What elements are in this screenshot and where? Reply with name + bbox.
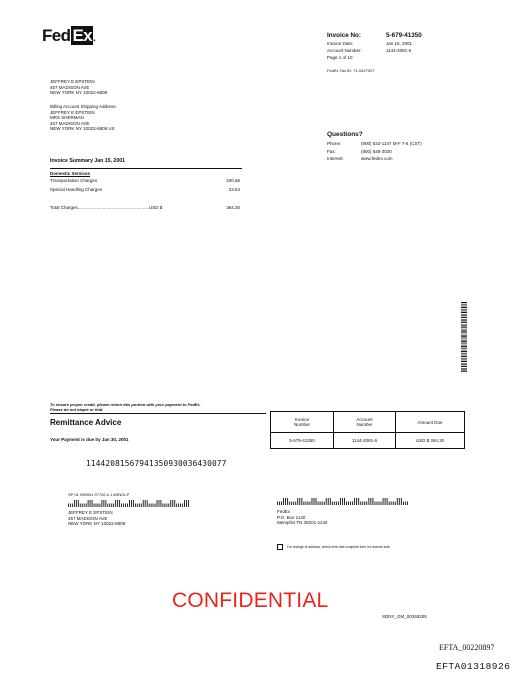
barcode-bar [461,302,467,303]
postal-bar [82,504,83,508]
postal-bar [141,504,142,508]
postal-bar [145,500,146,507]
postal-bar [180,504,181,508]
total-label: Total Charges.........................................................USD $ [50,204,163,210]
postal-bar [162,504,163,508]
vertical-barcode [461,302,467,372]
barcode-bar [461,369,467,370]
barcode-bar [461,355,467,356]
postal-bar [291,502,292,506]
phone-label: Phone: [327,141,342,146]
postal-bar [336,502,337,506]
postal-bar [307,502,308,506]
barcode-bar [461,363,467,364]
postal-bar [86,504,87,508]
barcode-bar [461,353,467,354]
postal-bar [143,500,144,507]
fedex-remit-address [277,509,327,526]
postal-bar [109,504,110,508]
invoice-number-cell: 5-679-41350 [271,433,334,449]
remit-note-line: To ensure proper credit, please return this portion with your payment to FedEx. [50,402,201,407]
postal-bar [137,504,138,508]
fedex-address-line: Memphis TN 38101-1140 [277,520,328,526]
barcode-bar [461,304,467,305]
postal-bar [295,502,296,506]
postal-bar [68,504,69,508]
payment-due: Your Payment is due by Jan 30, 2001 [50,437,129,442]
barcode-bar [461,364,467,365]
mailer-address [68,510,125,527]
postal-bar [74,500,75,507]
postal-bar [111,504,112,508]
barcode-bar [461,348,467,349]
page-indicator: Page 1 of 10 [327,55,353,61]
postal-bar [303,502,304,506]
postal-bar [80,504,81,508]
change-address-text: For change of address, check here and complete form on reverse side. [287,544,391,549]
billing-address [50,104,117,132]
postal-bar [281,502,282,506]
postal-bar [379,502,380,506]
postal-bar [159,500,160,507]
postal-bar [387,498,388,505]
postal-bar [123,504,124,508]
invoice-date-label: Invoice Date: [327,41,354,46]
ocr-scanline: 11442081567941350930036430077 [86,459,227,468]
mailer-line: NEW YORK NY 10022-6809 [68,521,126,527]
summary-rule [50,168,242,169]
postal-bar [277,502,278,506]
postal-bar [320,502,321,506]
postal-bar [352,502,353,506]
barcode-bar [461,307,467,308]
postal-bar [117,500,118,507]
barcode-bar [461,311,467,312]
postal-bar [397,498,398,505]
postal-bar [182,504,183,508]
postal-bar [289,502,290,506]
fedex-address-line: FedEx [277,509,291,514]
mailer-line: 457 MADISON AVE [68,515,108,521]
postal-bar [127,504,128,508]
postal-bar [342,498,343,505]
barcode-bar [461,317,467,318]
remittance-rule [50,413,266,414]
postal-bar [393,502,394,506]
summary-section: Domestic Services [50,171,91,176]
barcode-bar [461,331,467,332]
postal-bar [99,504,100,508]
postal-bar [151,504,152,508]
barcode-bar [461,324,467,325]
postal-bar [403,502,404,506]
postal-bar [92,500,93,507]
postal-bar [101,500,102,507]
postal-bar [166,504,167,508]
postal-bar [131,500,132,507]
postal-bar [283,498,284,505]
postal-bar [364,502,365,506]
change-address-checkbox[interactable] [277,544,283,550]
fedex-logo [42,26,95,46]
change-address [277,544,391,550]
postal-bar [153,504,154,508]
postal-bar [330,498,331,505]
postal-bar [305,502,306,506]
recipient-address [50,79,107,96]
logo-ex: Ex [72,26,93,45]
barcode-bar [461,320,467,321]
remittance-table [270,411,465,449]
barcode-bar [461,334,467,335]
postal-barcode-fedex [277,498,409,505]
postal-bar [129,500,130,507]
barcode-bar [461,306,467,307]
barcode-bar [461,344,467,345]
postal-bar [184,500,185,507]
postal-bar [348,502,349,506]
postal-bar [115,500,116,507]
col-invoice-header: Invoice Number [271,412,334,433]
mailer-code: SP 01 096991 97702 A 1 ASNGLP [68,492,130,497]
billing-heading: Billing Account Shipping Address: [50,104,117,109]
barcode-bar [461,351,467,352]
billing-line: 457 MADISON AVE [50,120,90,126]
barcode-bar [461,315,467,316]
postal-bar [366,502,367,506]
barcode-bar [461,329,467,330]
summary-item [50,178,240,184]
postal-bar [176,504,177,508]
summary-item-amount: 23.64 [228,187,240,193]
postal-bar [147,500,148,507]
postal-bar [297,498,298,505]
billing-line: JEFFREY E EPSTEIN [50,109,95,115]
recipient-line: JEFFREY E EPSTEIN [50,79,95,84]
recipient-line: NEW YORK NY 10022-6809 [50,90,108,96]
summary-item-amount: 340.66 [226,177,240,183]
postal-bar [121,504,122,508]
postal-bar [149,504,150,508]
postal-bar [188,500,189,507]
postal-bar [164,504,165,508]
barcode-bar [461,356,467,357]
postal-bar [168,504,169,508]
barcode-bar [461,371,467,372]
questions-heading: Questions? [327,131,363,138]
questions-block [327,131,467,162]
postal-bar [344,498,345,505]
internet-label: Internet: [327,156,344,162]
billing-line: NEW YORK NY 10022-6809 US [50,126,115,132]
postal-bar [172,500,173,507]
postal-bar [332,502,333,506]
amount-due-cell: USD $ 364.30 [396,433,465,449]
account-number-label: Account Number: [327,48,362,54]
postal-bar [326,498,327,505]
confidential-stamp: CONFIDENTIAL [172,589,329,612]
invoice-no-value: 5-679-41350 [386,32,422,39]
postal-bar [340,498,341,505]
invoice-no-label: Invoice No: [327,32,361,39]
postal-bar [354,498,355,505]
barcode-bar [461,335,467,336]
postal-bar [287,498,288,505]
postal-bar [383,498,384,505]
barcode-bar [461,319,467,320]
postal-bar [346,502,347,506]
postal-bar [374,502,375,506]
billing-line: MRS SHERMAN [50,115,84,121]
invoice-date-value: Jan 15, 2001 [386,41,413,46]
summary-item-label: Transportation Charges [50,177,98,183]
bates-number: SDNY_GM_00348205 [382,614,427,619]
barcode-bar [461,360,467,361]
postal-bar [72,504,73,508]
postal-bar [170,500,171,507]
postal-bar [160,500,161,507]
logo-fed: Fed [42,26,71,45]
postal-bar [316,498,317,505]
remittance-heading: Remittance Advice [50,418,122,427]
postal-bar [186,500,187,507]
barcode-bar [461,322,467,323]
postal-bar [395,502,396,506]
barcode-bar [461,346,467,347]
logo-dot: . [93,33,96,44]
postal-bar [389,502,390,506]
internet-value: www.fedex.com [361,156,393,162]
barcode-bar [461,312,467,313]
postal-bar [94,504,95,508]
postal-bar [174,500,175,507]
phone-value: (800) 622-1147 M-F 7-6 (CST) [361,141,422,146]
total-amount: 364.30 [226,204,240,210]
postal-bar [356,498,357,505]
postal-bar [70,504,71,508]
postal-bar [139,504,140,508]
postal-bar [178,504,179,508]
postal-bar [324,502,325,506]
barcode-bar [461,358,467,359]
barcode-bar [461,327,467,328]
postal-bar [385,498,386,505]
postal-bar [125,504,126,508]
tax-id: FedEx Tax ID: 71-0427007 [327,67,375,73]
postal-bar [76,500,77,507]
postal-bar [88,500,89,507]
postal-bar [105,500,106,507]
postal-bar [312,498,313,505]
recipient-line: 457 MADISON AVE [50,84,90,90]
postal-bar [84,504,85,508]
mailer-line: JEFFREY E EPSTEIN [68,510,113,515]
postal-bar [135,504,136,508]
remit-note-line: Please do not staple or fold. [50,407,104,412]
fedex-address-line: P.O. Box 1140 [277,514,306,520]
postal-bar [107,504,108,508]
postal-bar [78,500,79,507]
fax-label: Fax: [327,148,336,154]
fax-value: (800) 548-3020 [361,148,392,154]
barcode-bar [461,350,467,351]
efta-number-large: EFTA01318926 [436,661,511,672]
summary-item-label: Special Handling Charges [50,187,103,193]
account-number-cell: 1144-2081-6 [334,433,396,449]
invoice-summary [50,158,242,210]
postal-bar [90,500,91,507]
postal-bar [381,502,382,506]
invoice-header [327,32,467,73]
barcode-bar [461,340,467,341]
postal-bar [98,504,99,508]
col-amount-header: Amount Due [396,412,465,433]
barcode-bar [461,341,467,342]
efta-number-small: EFTA_00220897 [439,643,495,652]
postal-bar [391,502,392,506]
barcode-bar [461,339,467,340]
postal-bar [293,502,294,506]
postal-bar [119,500,120,507]
barcode-bar [461,325,467,326]
postal-bar [362,502,363,506]
postal-bar [407,502,408,506]
postal-bar [350,502,351,506]
barcode-bar [461,345,467,346]
postal-bar [399,498,400,505]
remit-note [50,402,201,412]
barcode-bar [461,314,467,315]
postal-bar [279,502,280,506]
postal-bar [314,498,315,505]
postal-barcode-recipient [68,500,190,507]
postal-bar [301,498,302,505]
postal-bar [334,502,335,506]
col-account-header: Account Number [334,412,396,433]
postal-bar [360,502,361,506]
postal-bar [157,500,158,507]
postal-bar [309,502,310,506]
postal-bar [358,498,359,505]
postal-bar [370,498,371,505]
summary-item [50,187,240,193]
postal-bar [338,502,339,506]
postal-bar [299,498,300,505]
postal-bar [401,498,402,505]
postal-bar [405,502,406,506]
account-number-value: 1144-2081-6 [386,48,412,54]
postal-bar [155,504,156,508]
barcode-bar [461,366,467,367]
postal-bar [318,502,319,506]
postal-bar [322,502,323,506]
postal-bar [113,504,114,508]
postal-bar [372,498,373,505]
barcode-bar [461,336,467,337]
summary-total [50,205,240,211]
postal-bar [96,504,97,508]
postal-bar [377,502,378,506]
postal-bar [285,498,286,505]
barcode-bar [461,361,467,362]
postal-bar [133,500,134,507]
barcode-bar [461,368,467,369]
postal-bar [328,498,329,505]
postal-bar [368,498,369,505]
postal-bar [103,500,104,507]
barcode-bar [461,309,467,310]
barcode-bar [461,330,467,331]
summary-heading: Invoice Summary Jan 15, 2001 [50,158,125,164]
